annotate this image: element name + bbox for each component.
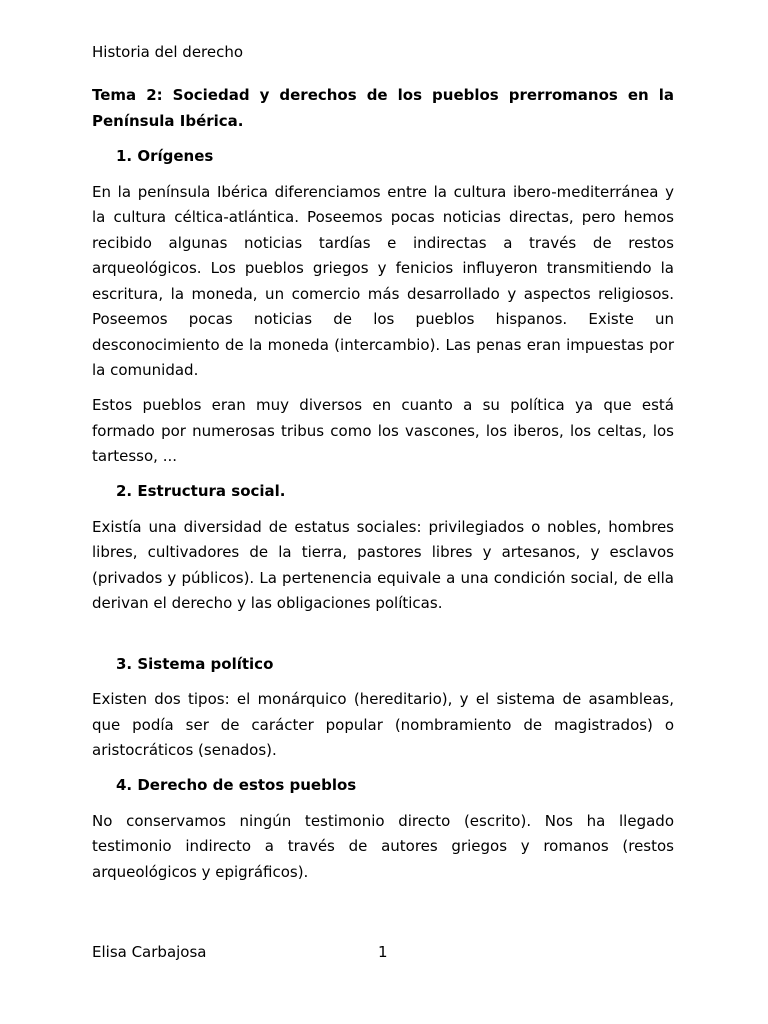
document-body [92, 83, 674, 895]
paragraph-estructura-social: Existía una diversidad de estatus sociales: privilegiados o nobles, hombres libres, cultivadores de la tierra, pastores libres y artesanos, y esclavos (privados y públicos). La pertenencia equivale a una condición social, de ella derivan el derecho y las obligaciones políticas. [92, 517, 674, 612]
footer-author: Elisa Carbajosa [92, 943, 207, 961]
section-heading-estructura-social: 2. Estructura social. [116, 482, 286, 500]
paragraph-origenes-2: Estos pueblos eran muy diversos en cuanto a su política ya que está formado por numerosas tribus como los vascones, los iberos, los celtas, los tartesso, ... [92, 396, 674, 465]
section-heading-derecho: 4. Derecho de estos pueblos [116, 776, 357, 794]
document-title: Tema 2: Sociedad y derechos de los pueblos prerromanos en la Península Ibérica. [92, 86, 674, 130]
paragraph-sistema-politico: Existen dos tipos: el monárquico (hereditario), y el sistema de asambleas, que podía ser de carácter popular (nombramiento de magistrados) o aristocráticos (senados). [92, 690, 674, 759]
section-heading-origenes: 1. Orígenes [116, 147, 214, 165]
blank-line [92, 626, 674, 652]
page-header: Historia del derecho [92, 43, 244, 61]
paragraph-derecho: No conservamos ningún testimonio directo (escrito). Nos ha llegado testimonio indirecto a través de autores griegos y romanos (restos arqueológicos y epigráficos). [92, 811, 674, 881]
paragraph-origenes-1: En la península Ibérica diferenciamos entre la cultura ibero-mediterránea y la cultura céltica-atlántica. Poseemos pocas noticias directas, pero hemos recibido algunas noticias tardías e indirectas a través de restos arqueológicos. Los pueblos griegos y fenicios influyeron transmitiendo la escritura, la moneda, un comercio más desarrollado y aspectos religiosos. Poseemos pocas noticias de los pueblos hispanos. Existe un desconocimiento de la moneda (intercambio). Las penas eran impuestas por la comunidad. [92, 182, 674, 379]
footer-page-number: 1 [378, 943, 388, 961]
section-heading-sistema-politico: 3. Sistema político [116, 654, 274, 673]
